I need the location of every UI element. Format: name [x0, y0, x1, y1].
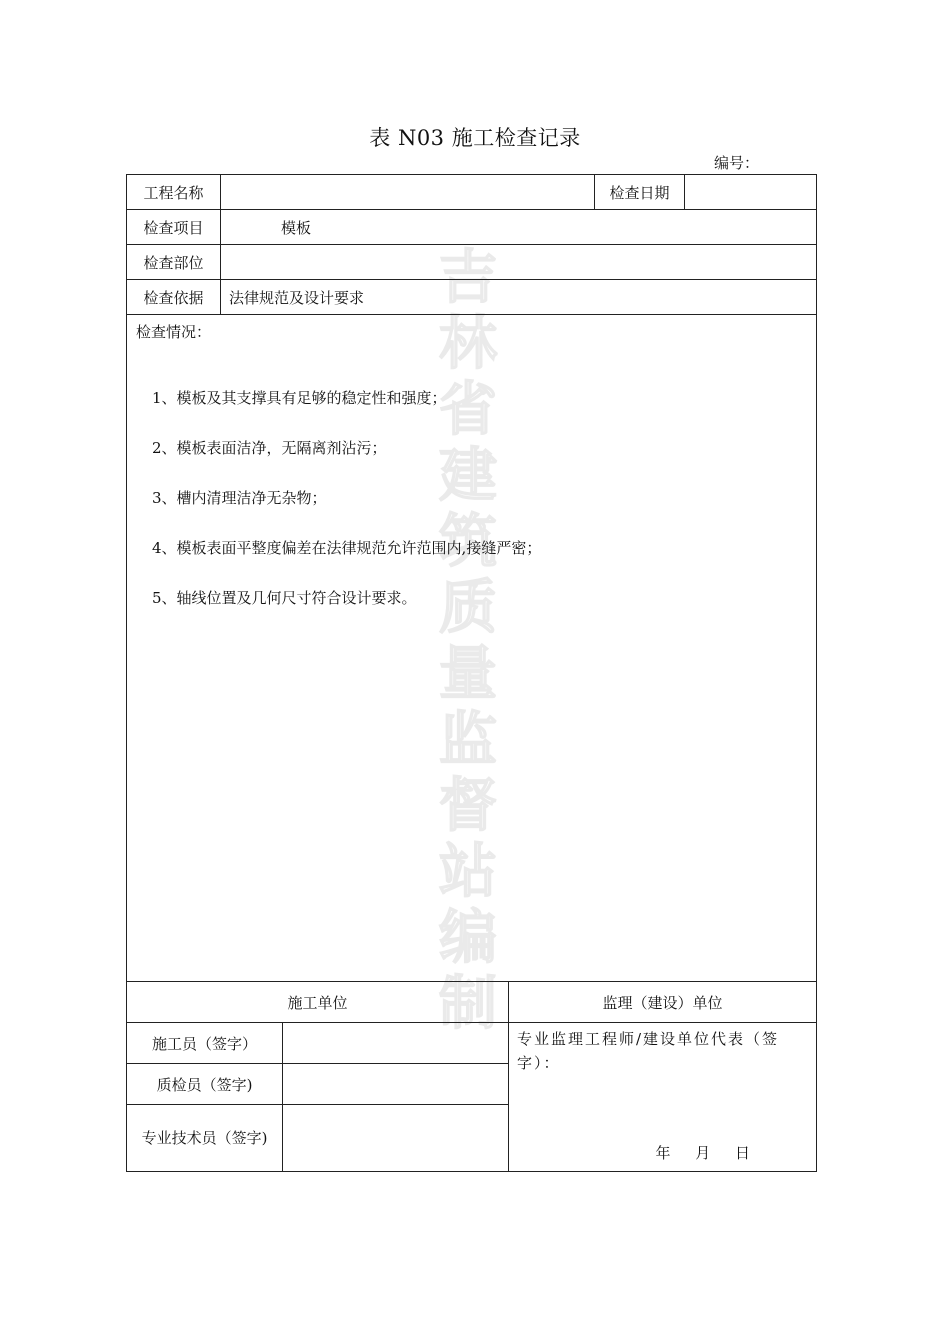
quality-inspector-field[interactable]	[283, 1064, 509, 1105]
inspect-date-field[interactable]	[685, 175, 817, 210]
inspection-item: 4、模板表面平整度偏差在法律规范允许范围内,接缝严密；	[152, 539, 542, 557]
construction-unit-header: 施工单位	[127, 982, 509, 1023]
supervisor-signature-cell[interactable]	[509, 1023, 817, 1172]
watermark-char: 筑	[438, 507, 497, 575]
supervisor-signature-label: 专业监理工程师/建设单位代表（签字）：	[517, 1030, 780, 1072]
inspect-location-field[interactable]	[221, 245, 817, 280]
project-name-field[interactable]	[221, 175, 595, 210]
page-title: 表 N03 施工检查记录	[369, 126, 581, 150]
inspection-item: 2、模板表面洁净，无隔离剂沾污；	[152, 439, 387, 457]
watermark-char: 质	[438, 573, 497, 641]
inspect-basis-field[interactable]: 法律规范及设计要求	[221, 280, 817, 315]
watermark-char: 建	[438, 441, 497, 509]
quality-inspector-label: 质检员（签字)	[127, 1064, 283, 1105]
builder-signature-field[interactable]	[283, 1023, 509, 1064]
watermark-char: 省	[438, 375, 497, 443]
signature-date: 年 月 日	[655, 1144, 761, 1162]
inspect-location-label: 检查部位	[127, 245, 221, 280]
supervision-unit-header: 监理（建设）单位	[509, 982, 817, 1023]
inspection-heading: 检查情况：	[136, 323, 212, 341]
inspection-item: 1、模板及其支撑具有足够的稳定性和强度；	[152, 389, 447, 407]
watermark-char: 督	[438, 771, 497, 839]
project-name-label: 工程名称	[127, 175, 221, 210]
inspection-item: 5、轴线位置及几何尺寸符合设计要求。	[152, 589, 417, 607]
inspect-item-field[interactable]: 模板	[221, 210, 817, 245]
inspection-details[interactable]	[127, 309, 817, 982]
watermark-char: 制	[438, 969, 497, 1037]
watermark-char: 监	[438, 705, 497, 773]
watermark-char: 编	[438, 903, 497, 971]
watermark-char: 林	[438, 309, 497, 377]
technician-signature-field[interactable]	[283, 1105, 509, 1172]
watermark-char: 量	[438, 639, 497, 707]
inspect-basis-label: 检查依据	[127, 280, 221, 315]
technician-signature-label: 专业技术员（签字)	[127, 1105, 283, 1172]
inspect-date-label: 检查日期	[595, 175, 685, 210]
serial-number-label: 编号：	[714, 154, 760, 172]
watermark-char: 站	[438, 837, 497, 905]
watermark-char: 吉	[438, 243, 497, 311]
builder-signature-label: 施工员（签字）	[127, 1023, 283, 1064]
inspect-item-label: 检查项目	[127, 210, 221, 245]
inspection-item: 3、槽内清理洁净无杂物；	[152, 489, 327, 507]
inspection-record-form	[126, 174, 817, 1172]
